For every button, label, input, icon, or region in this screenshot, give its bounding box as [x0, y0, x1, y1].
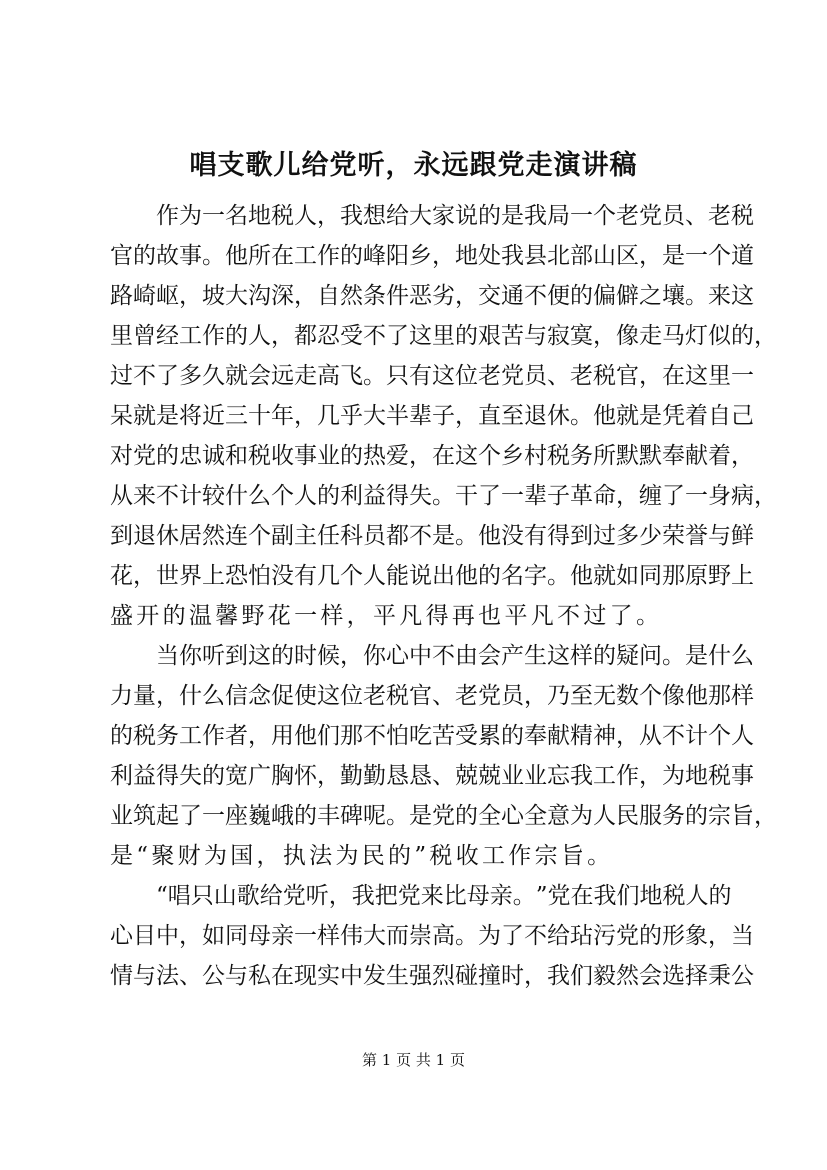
text-line: 到 退 休 居 然 连 个 副 主 任 科 员 都 不 是 。 他 没 有 得 到 过 多 少 荣 誉 与 鲜 — [110, 523, 754, 549]
text-line: 过 不 了 多 久 就 会 远 走 高 飞 。 只 有 这 位 老 党 员 、 老 税 官 ， 在 这 里 一 — [110, 363, 754, 389]
text-line: 力 量 ， 什 么 信 念 促 使 这 位 老 税 官 、 老 党 员 ， 乃 至 无 数 个 像 他 那 样 — [110, 683, 754, 709]
text-line: 对 党 的 忠 诚 和 税 收 事 业 的 热 爱 ， 在 这 个 乡 村 税 务 所 默 默 奉 献 着 ， — [110, 443, 754, 469]
text-line: 从 来 不 计 较 什 么 个 人 的 利 益 得 失 。 干 了 一 辈 子 革 命 ， 缠 了 一 身 病 ， — [110, 483, 777, 509]
text-line: 利 益 得 失 的 宽 广 胸 怀 ， 勤 勤 恳 恳 、 兢 兢 业 业 忘 我 工 作 ， 为 地 税 事 — [110, 763, 754, 789]
text-line: 心 目 中 ， 如 同 母 亲 一 样 伟 大 而 崇 高 。 为 了 不 给 玷 污 党 的 形 象 ， 当 — [110, 923, 754, 949]
text-line: 当 你 听 到 这 的 时 候 ， 你 心 中 不 由 会 产 生 这 样 的 疑 问 。 是 什 么 — [156, 643, 754, 669]
page-footer: 第 1 页 共 1 页 — [362, 1051, 465, 1069]
text-line: 情 与 法 、 公 与 私 在 现 实 中 发 生 强 烈 碰 撞 时 ， 我 们 毅 然 会 选 择 秉 公 — [110, 963, 754, 989]
text-line: 盛 开 的 温 馨 野 花 一 样 ， 平 凡 得 再 也 平 凡 不 过 了 。 — [110, 603, 659, 629]
text-line: 官 的 故 事 。 他 所 在 工 作 的 峰 阳 乡 ， 地 处 我 县 北 部 山 区 ， 是 一 个 道 — [110, 243, 754, 269]
text-line: 业 筑 起 了 一 座 巍 峨 的 丰 碑 呢 。 是 党 的 全 心 全 意 为 人 民 服 务 的 宗 旨 ， — [110, 803, 777, 829]
text-line: 的 税 务 工 作 者 ， 用 他 们 那 不 怕 吃 苦 受 累 的 奉 献 精 神 ， 从 不 计 个 人 — [110, 723, 754, 749]
text-line: 路 崎 岖 ， 坡 大 沟 深 ， 自 然 条 件 恶 劣 ， 交 通 不 便 的 偏 僻 之 壤 。 来 这 — [110, 283, 754, 309]
text-line: 里 曾 经 工 作 的 人 ， 都 忍 受 不 了 这 里 的 艰 苦 与 寂 寞 ， 像 走 马 灯 似 的 ， — [110, 323, 777, 349]
text-line: 呆 就 是 将 近 三 十 年 ， 几 乎 大 半 辈 子 ， 直 至 退 休 。 他 就 是 凭 着 自 己 — [110, 403, 754, 429]
document-title: 唱支歌儿给党听，永远跟党走演讲稿 — [189, 150, 638, 181]
text-line: 花 ， 世 界 上 恐 怕 没 有 几 个 人 能 说 出 他 的 名 字 。 他 就 如 同 那 原 野 上 — [110, 563, 754, 589]
text-line: 作 为 一 名 地 税 人 ， 我 想 给 大 家 说 的 是 我 局 一 个 老 党 员 、 老 税 — [156, 203, 754, 229]
text-line: “ 唱 只 山 歌 给 党 听 ， 我 把 党 来 比 母 亲 。 ” 党 在 我 们 地 税 人 的 — [156, 883, 732, 909]
text-line: 是 “ 聚 财 为 国 ， 执 法 为 民 的 ” 税 收 工 作 宗 旨 。 — [110, 843, 611, 869]
